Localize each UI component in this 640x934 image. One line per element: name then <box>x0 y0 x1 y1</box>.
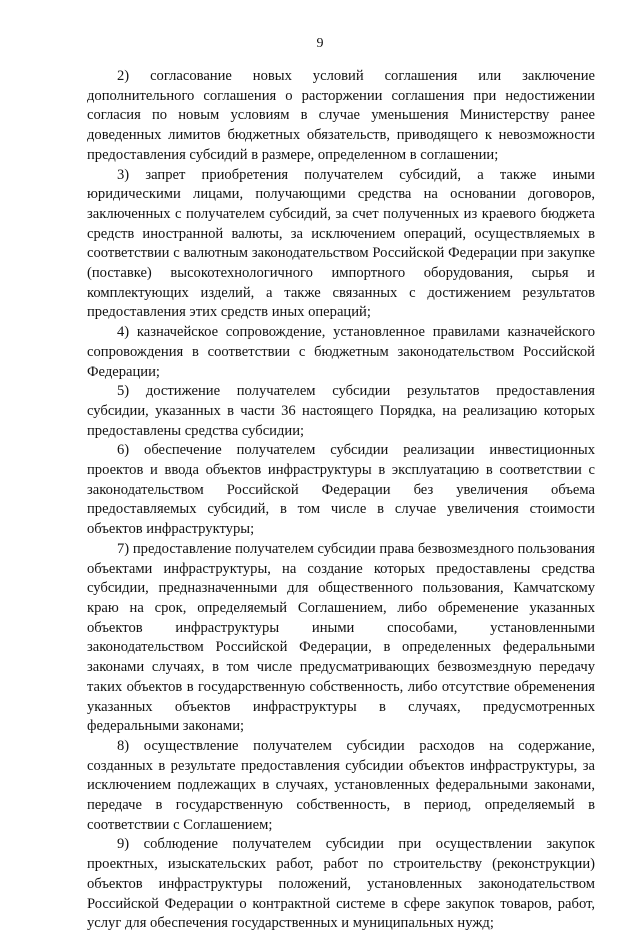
list-item-6: 6) обеспечение получателем субсидии реализации инвестиционных проектов и ввода объектов инфраструктуры в эксплуатацию в соответствии с законодательством Российской Федерации без увеличения объема предоставляемых субсидий, в том числе в случае увеличения стоимости объектов инфраструктуры; <box>87 442 595 538</box>
document-body <box>87 67 595 934</box>
list-item-4: 4) казначейское сопровождение, установленное правилами казначейского сопровождения в соответствии с бюджетным законодательством Российской Федерации; <box>87 324 595 380</box>
list-item-8: 8) осуществление получателем субсидии расходов на содержание, созданных в результате предоставления субсидии объектов инфраструктуры, за исключением подлежащих в случаях, установленных федеральными законами, передаче в государственную собственность, в период, определяемый в соответствии с Соглашением; <box>87 737 595 833</box>
list-item-5: 5) достижение получателем субсидии результатов предоставления субсидии, указанных в части 36 настоящего Порядка, на реализацию которых предоставлены средства субсидии; <box>87 383 595 439</box>
list-item-2: 2) согласование новых условий соглашения или заключение дополнительного соглашения о расторжении соглашения при недостижении согласия по новым условиям в случае уменьшения Министерству ранее доведенных лимитов бюджетных обязательств, приводящего к невозможности предоставления субсидий в размере, определенном в соглашении; <box>87 68 595 163</box>
list-item-9: 9) соблюдение получателем субсидии при осуществлении закупок проектных, изыскательских работ, работ по строительству (реконструкции) объектов инфраструктуры положений, установленных законодательством Российской Федерации о контрактной системе в сфере закупок товаров, работ, услуг для обеспечения государственных и муниципальных нужд; <box>87 836 595 932</box>
page-number: 9 <box>316 36 324 51</box>
list-item-7: 7) предоставление получателем субсидии права безвозмездного пользования объектами инфраструктуры, на создание которых предоставлены средства субсидии, предназначенными для общественного пользования, Камчатскому краю на срок, определяемый Соглашением, либо обременение указанных объектов инфраструктуры иными способами, установленными законодательством Российской Федерации, в определенных федеральными законами случаях, в том числе предусматривающих безвозмездную передачу таких объектов в государственную собственность, либо отсутствие обременения указанных объектов инфраструктуры в случаях, предусмотренных федеральными законами; <box>87 540 595 735</box>
list-item-3: 3) запрет приобретения получателем субсидий, а также иными юридическими лицами, получающими средства на основании договоров, заключенных с получателем субсидий, за счет полученных из краевого бюджета средств иностранной валюты, за исключением операций, осуществляемых в соответствии с валютным законодательством Российской Федерации при закупке (поставке) высокотехнологичного импортного оборудования, сырья и комплектующих изделий, а также связанных с достижением результатов предоставления этих средств иных операций; <box>87 166 595 321</box>
